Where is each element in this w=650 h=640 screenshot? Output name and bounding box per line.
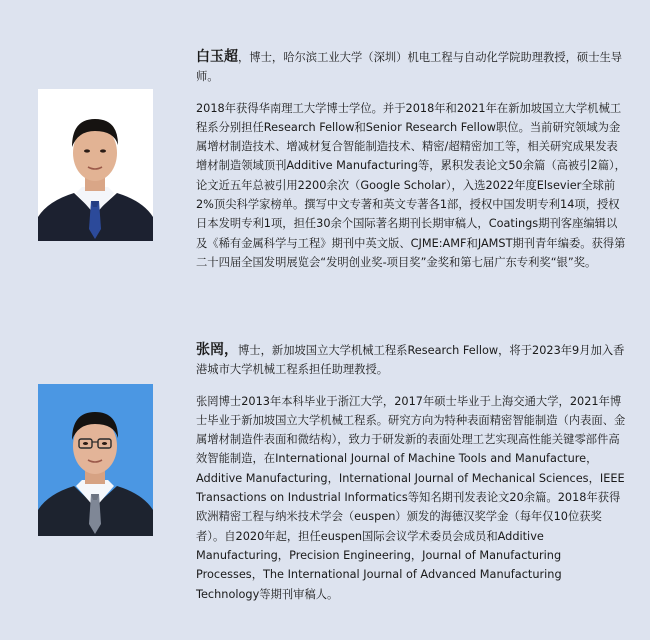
profile-text	[196, 341, 626, 616]
person-bio: 张罔博士2013年本科毕业于浙江大学，2017年硕士毕业于上海交通大学，2021年博士毕业于新加坡国立大学机械工程系。研究方向为特种表面精密智能制造（内表面、金属增材制造件表面和微结构），致力于研发新的表面处理工艺实现高性能关键零部件高效智能制造，在International Journal of Machine Tools and Manufacture，Additive Manufacturing，International Journal of Mechanical Sciences，IEEE Transactions on Industrial Informatics等知名期刊发表论文20余篇。2018年获得欧洲精密工程与纳米技术学会（euspen）颁发的海德汉奖学金（每年仅10位获奖者）。自2020年起，担任euspen国际会议学术委员会成员和Additive Manufacturing，Precision Engineering，Journal of Manufacturing Processes，The International Journal of Advanced Manufacturing Technology等期刊审稿人。	[196, 394, 626, 601]
profile-header	[196, 341, 626, 380]
person-intro: 博士，新加坡国立大学机械工程系Research Fellow，将于2023年9月加入香港城市大学机械工程系担任助理教授。	[196, 344, 625, 377]
person-name: 白玉超	[196, 49, 238, 65]
person-bio: 2018年获得华南理工大学博士学位。并于2018年和2021年在新加坡国立大学机械工程系分别担任Research Fellow和Senior Research Fellow职位。当前研究领域为金属增材制造技术、增减材复合智能制造技术、精密/超精密加工等，相关研究成果发表增材制造领域顶刊Additive Manufacturing等，累积发表论文50余篇（高被引2篇），论文近五年总被引用2200余次（Google Scholar），入选2022年度Elsevier全球前2%顶尖科学家榜单。撰写中文专著和英文专著各1部，授权中国发明专利14项，授权日本发明专利1项，担任30余个国际著名期刊长期审稿人，Coatings期刊客座编辑以及《稀有金属科学与工程》期刊中英文版、CJME:AMF和JAMST期刊青年编委。获得第二十四届全国发明展览会“发明创业奖-项目奖”金奖和第七届广东专利奖“银”奖。	[196, 101, 626, 269]
person-intro: ，博士，哈尔滨工业大学（深圳）机电工程与自动化学院助理教授，硕士生导师。	[196, 51, 623, 84]
portrait-photo	[38, 384, 153, 536]
portrait-image	[38, 89, 153, 241]
portrait-photo	[38, 89, 153, 241]
profile-header	[196, 48, 626, 87]
portrait-image	[38, 384, 153, 536]
profile-text	[196, 48, 626, 284]
person-name: 张罔，	[196, 342, 238, 358]
